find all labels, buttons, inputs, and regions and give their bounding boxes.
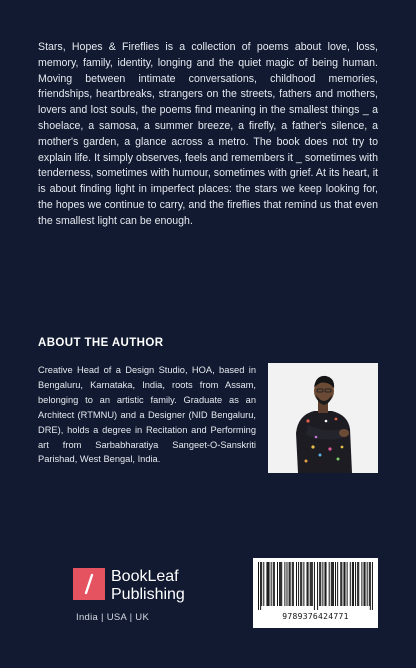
barcode-bar (361, 562, 362, 606)
barcode-bar (320, 562, 321, 606)
barcode-bar (310, 562, 311, 606)
author-photo (268, 363, 378, 473)
barcode-bar (365, 562, 366, 606)
barcode-bar (271, 562, 272, 606)
barcode-bar (269, 562, 270, 606)
barcode-bar (341, 562, 342, 606)
barcode-bar (263, 562, 264, 606)
barcode-bar (300, 562, 301, 606)
barcode-bar (333, 562, 334, 606)
barcode-bar (364, 562, 365, 606)
barcode-bar (367, 562, 368, 606)
barcode-bar (274, 562, 275, 606)
barcode-bar (355, 562, 356, 606)
barcode-bar (284, 562, 285, 606)
barcode-bar (324, 562, 325, 606)
barcode-bar (292, 562, 293, 606)
publisher-logo (73, 568, 183, 606)
barcode-bar (340, 562, 341, 606)
publisher-name-line1: BookLeaf (111, 568, 179, 585)
barcode-bar (322, 562, 323, 606)
barcode-bar (290, 562, 291, 606)
barcode-bar (289, 562, 290, 606)
barcode-bar (357, 562, 358, 606)
barcode-bar (260, 562, 261, 610)
barcode-bar (301, 562, 302, 606)
barcode-bar (326, 562, 327, 606)
barcode-bar (258, 562, 259, 610)
barcode-bar (268, 562, 269, 606)
publisher-regions: India | USA | UK (76, 612, 150, 623)
barcode-bar (311, 562, 312, 606)
barcode-bar (286, 562, 287, 606)
author-bio: Creative Head of a Design Studio, HOA, based in Bengaluru, Karnataka, India, roots from Assam, belonging to an artistic family. Graduate as an Architect (RTMNU) and a Designer (NID Bengaluru, DRE), holds a degree in Recitation and Performing art from Sarbabharatiya Sangeet-O-Sanskriti Parishad, West Bengal, India. (38, 365, 256, 465)
book-blurb: Stars, Hopes & Fireflies is a collection of poems about love, loss, memory, family, identity, longing and the quiet magic of being human. Moving between intimate conversations, childhood memories, friendships, heartbreaks, strangers on the streets, fathers and mothers, lovers and lost souls, the poems find meaning in the smallest things _ a shoelace, a samosa, a summer breeze, a firefly, a father's silence, a mother's garden, a glance across a metro. The book does not try to explain life. It simply observes, feels and remembers it _ sometimes with tenderness, sometimes with humour, sometimes with grief. At its heart, it is about finding light in imperfect places: the stars we keep looking for, the hopes we continue to carry, and the fireflies that remind us that even the smallest light can be enough. (38, 41, 378, 227)
barcode-bar (345, 562, 346, 606)
barcode-bar (372, 562, 373, 610)
barcode-bar (273, 562, 274, 606)
barcode-bar (358, 562, 359, 606)
barcode-bar (303, 562, 304, 606)
barcode-bar (281, 562, 282, 606)
barcode-bar (347, 562, 348, 606)
barcode-bar (312, 562, 313, 606)
barcode-bar (277, 562, 278, 606)
barcode-bar (350, 562, 351, 606)
barcode-bar (335, 562, 336, 606)
barcode-bar (332, 562, 333, 606)
barcode-bar (266, 562, 267, 606)
barcode-bar (317, 562, 318, 610)
barcode-bar (352, 562, 353, 606)
barcode-bar (331, 562, 332, 606)
barcode-bar (370, 562, 371, 610)
slash-icon (73, 568, 105, 600)
publisher-name-line2: Publishing (111, 586, 185, 603)
barcode-bar (296, 562, 297, 606)
author-portrait-image (268, 363, 378, 473)
about-author-heading: ABOUT THE AUTHOR (38, 337, 164, 349)
barcode-bar (343, 562, 344, 606)
barcode-bar (337, 562, 338, 606)
barcode-bar (293, 562, 294, 606)
barcode-bar (314, 562, 315, 610)
barcode-bar (298, 562, 299, 606)
barcode-bar (319, 562, 320, 606)
barcode-bars (258, 562, 373, 610)
barcode-bar (308, 562, 309, 606)
barcode-bar (353, 562, 354, 606)
barcode-bar (279, 562, 280, 606)
barcode-bar (307, 562, 308, 606)
isbn-barcode (253, 558, 378, 628)
barcode-bar (329, 562, 330, 606)
barcode-bar (280, 562, 281, 606)
isbn-number: 9789376424771 (282, 612, 349, 621)
barcode-bar (369, 562, 370, 606)
barcode-bar (261, 562, 262, 606)
